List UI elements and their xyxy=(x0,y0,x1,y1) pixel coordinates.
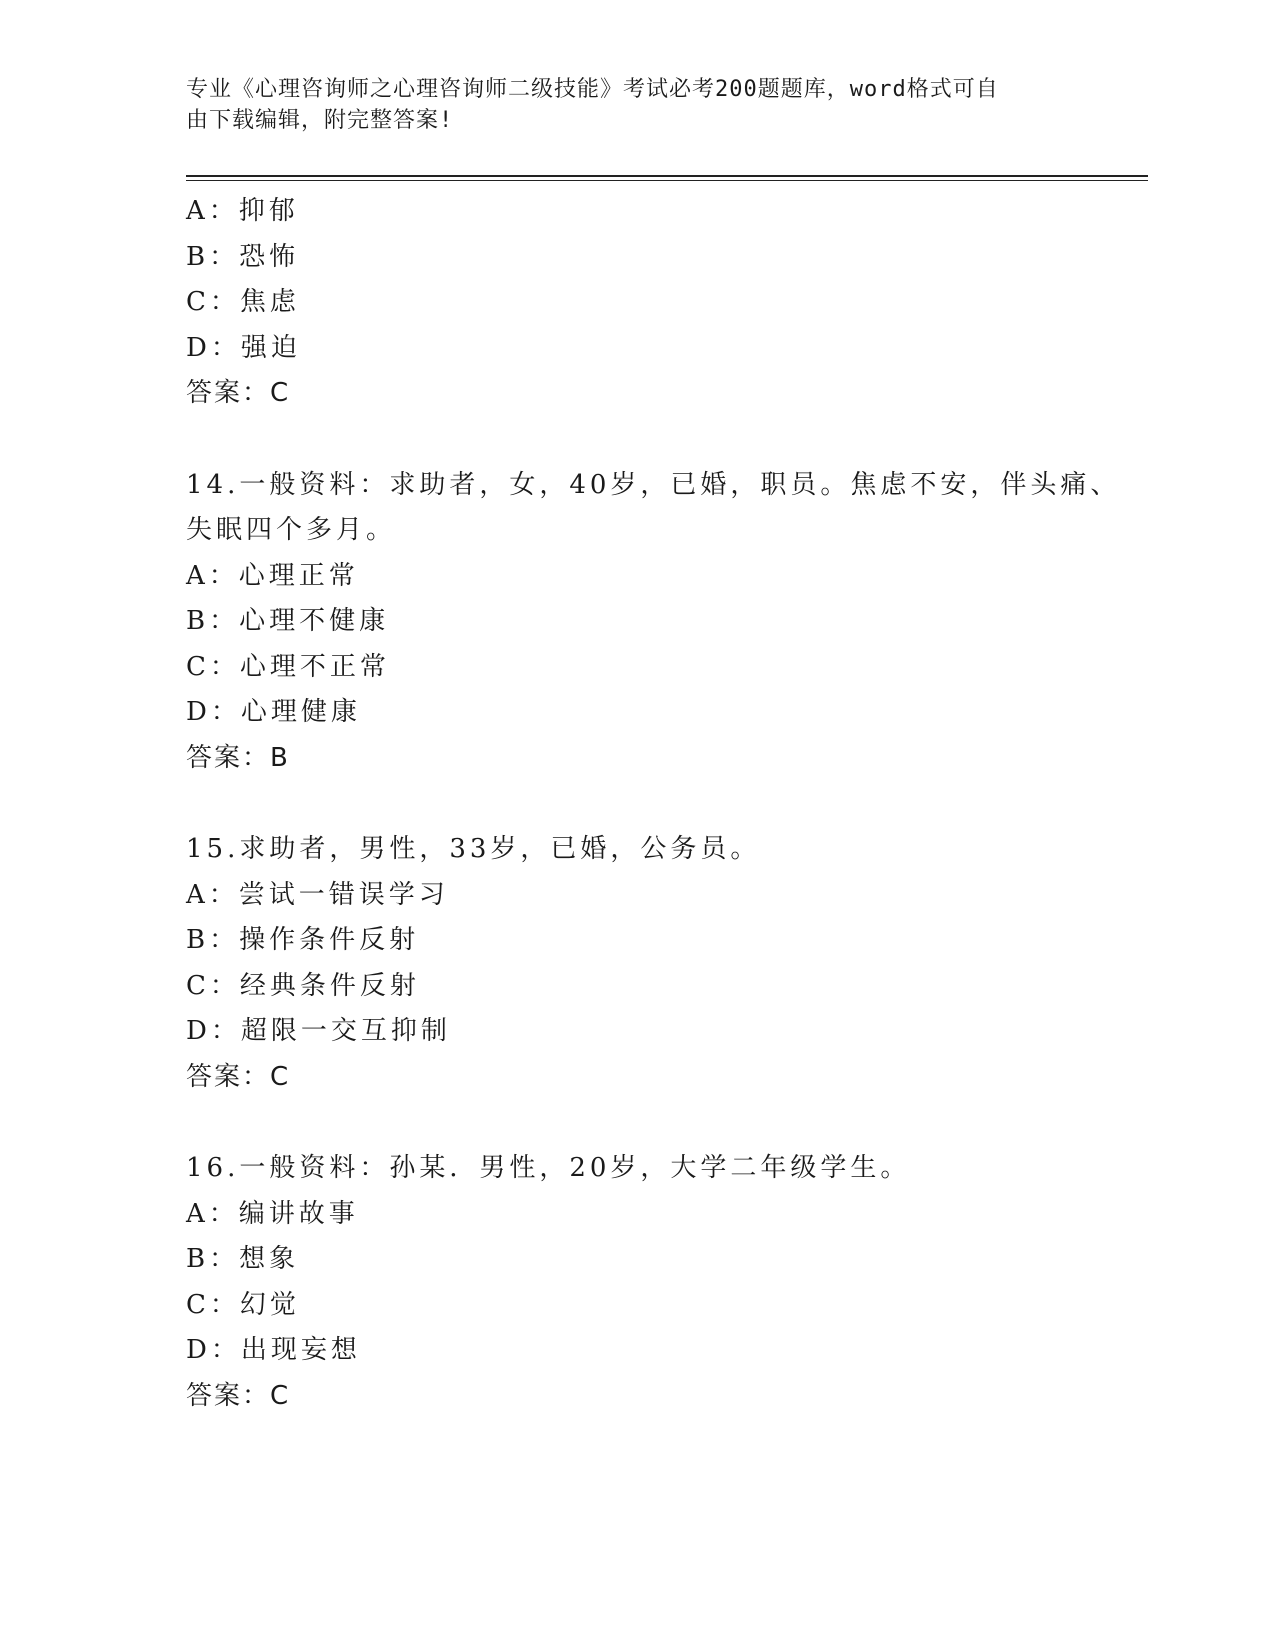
option-c: C：心理不正常 xyxy=(186,651,390,682)
option-a: A：抑郁 xyxy=(186,196,299,226)
header-line-2: 由下载编辑，附完整答案! xyxy=(186,108,454,133)
option-a: A：心理正常 xyxy=(186,560,359,591)
option-b: B：想象 xyxy=(186,1244,300,1274)
answer-line: 答案：C xyxy=(186,378,291,408)
option-d: D：心理健康 xyxy=(186,697,361,727)
answer-line: 答案：C xyxy=(186,1380,291,1411)
spacer xyxy=(186,1100,1086,1146)
option-c: C：经典条件反射 xyxy=(186,970,420,1001)
header-divider-thick xyxy=(186,175,1148,177)
option-a: A：编讲故事 xyxy=(186,1198,359,1229)
option-a: A：尝试一错误学习 xyxy=(186,879,449,910)
spacer xyxy=(186,417,1086,463)
option-b: B：心理不健康 xyxy=(186,606,390,636)
question-stem: 16.一般资料：孙某．男性，20岁，大学二年级学生。 xyxy=(186,1153,911,1183)
question-16 xyxy=(186,1146,1086,1419)
header-line-1: 专业《心理咨询师之心理咨询师二级技能》考试必考200题题库，word格式可自 xyxy=(186,77,999,102)
spacer xyxy=(186,781,1086,827)
option-b: B：操作条件反射 xyxy=(186,925,420,955)
answer-line: 答案：C xyxy=(186,1061,291,1092)
option-d: D：强迫 xyxy=(186,332,301,363)
option-d: D：超限一交互抑制 xyxy=(186,1016,451,1046)
question-stem: 15.求助者，男性，33岁，已婚，公务员。 xyxy=(186,834,761,864)
question-list xyxy=(186,189,1121,1419)
question-stem: 14.一般资料：求助者，女，40岁，已婚，职员。焦虑不安，伴头痛、 xyxy=(186,469,1121,500)
question-14 xyxy=(186,463,1121,782)
document-header xyxy=(186,74,1066,136)
option-b: B：恐怖 xyxy=(186,241,300,272)
question-15 xyxy=(186,827,1086,1100)
option-c: C：幻觉 xyxy=(186,1289,300,1320)
option-d: D：出现妄想 xyxy=(186,1335,361,1365)
question-13 xyxy=(186,189,1086,417)
question-stem-continued: 失眠四个多月。 xyxy=(186,515,397,545)
answer-line: 答案：B xyxy=(186,742,290,773)
header-divider-thin xyxy=(186,180,1148,181)
option-c: C：焦虑 xyxy=(186,287,300,317)
